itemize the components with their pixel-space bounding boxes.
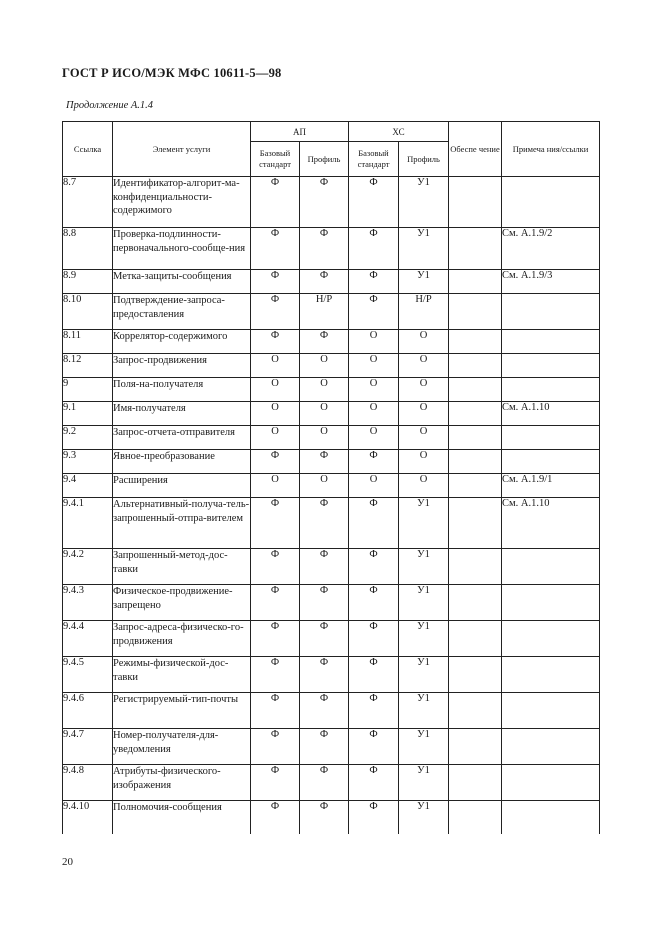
cell-ap-base: Ф (251, 270, 300, 294)
header-xs-profile: Профиль (399, 142, 449, 177)
cell-ap-base: Ф (251, 450, 300, 474)
table-row (63, 354, 600, 378)
table-row (63, 657, 600, 693)
cell-xs-profile: У1 (399, 765, 449, 801)
cell-note (502, 657, 600, 693)
cell-ap-profile: Ф (300, 498, 349, 549)
cell-element: Проверка-подлинности-первоначального-сообще-ния (113, 228, 251, 270)
cell-support (449, 693, 502, 729)
cell-ap-base: Ф (251, 657, 300, 693)
cell-ref: 9.4.1 (63, 498, 113, 549)
cell-ref: 8.10 (63, 294, 113, 330)
cell-xs-base: О (349, 378, 399, 402)
cell-ap-profile: Ф (300, 330, 349, 354)
cell-element: Коррелятор-содержимого (113, 330, 251, 354)
cell-support (449, 585, 502, 621)
cell-element: Альтернативный-получа-тель-запрошенный-отпра-вителем (113, 498, 251, 549)
table-row (63, 549, 600, 585)
cell-xs-profile: У1 (399, 693, 449, 729)
cell-note (502, 549, 600, 585)
cell-note (502, 801, 600, 834)
cell-ap-profile: Ф (300, 177, 349, 228)
cell-ref: 9.2 (63, 426, 113, 450)
cell-ap-profile: О (300, 378, 349, 402)
cell-ref: 9.1 (63, 402, 113, 426)
cell-element: Запрошенный-метод-дос-тавки (113, 549, 251, 585)
cell-xs-profile: О (399, 330, 449, 354)
cell-xs-base: Ф (349, 294, 399, 330)
cell-ap-profile: О (300, 474, 349, 498)
table-row (63, 330, 600, 354)
cell-ref: 9.4.6 (63, 693, 113, 729)
cell-note: См. А.1.9/1 (502, 474, 600, 498)
cell-xs-profile: У1 (399, 621, 449, 657)
cell-note (502, 621, 600, 657)
cell-support (449, 474, 502, 498)
cell-xs-profile: У1 (399, 270, 449, 294)
cell-xs-profile: О (399, 354, 449, 378)
cell-element: Явное-преобразование (113, 450, 251, 474)
cell-support (449, 426, 502, 450)
cell-ap-base: О (251, 402, 300, 426)
cell-support (449, 621, 502, 657)
cell-element: Запрос-отчета-отправителя (113, 426, 251, 450)
table-row (63, 177, 600, 228)
header-ap-profile: Профиль (300, 142, 349, 177)
cell-xs-profile: У1 (399, 549, 449, 585)
cell-note (502, 729, 600, 765)
cell-element: Метка-защиты-сообщения (113, 270, 251, 294)
cell-ref: 9.4.4 (63, 621, 113, 657)
table-row (63, 765, 600, 801)
cell-ap-base: Ф (251, 693, 300, 729)
cell-ref: 9.4.5 (63, 657, 113, 693)
cell-ap-base: Ф (251, 498, 300, 549)
cell-xs-base: Ф (349, 657, 399, 693)
cell-note: См. А.1.9/2 (502, 228, 600, 270)
cell-xs-profile: У1 (399, 801, 449, 834)
cell-xs-base: Ф (349, 585, 399, 621)
cell-ref: 8.11 (63, 330, 113, 354)
cell-ref: 9 (63, 378, 113, 402)
cell-support (449, 801, 502, 834)
cell-note (502, 354, 600, 378)
cell-element: Регистрируемый-тип-почты (113, 693, 251, 729)
header-element: Элемент услуги (113, 122, 251, 177)
header-ap-base-standard: Базовый стандарт (251, 142, 300, 177)
cell-xs-base: Ф (349, 270, 399, 294)
cell-ap-base: О (251, 474, 300, 498)
cell-xs-profile: О (399, 378, 449, 402)
cell-xs-profile: У1 (399, 228, 449, 270)
cell-ref: 9.4.8 (63, 765, 113, 801)
header-ap: АП (251, 122, 349, 142)
cell-note (502, 294, 600, 330)
cell-xs-profile: О (399, 474, 449, 498)
service-elements-table (62, 121, 600, 834)
table-row (63, 585, 600, 621)
cell-note: См. А.1.9/3 (502, 270, 600, 294)
cell-xs-base: О (349, 402, 399, 426)
table-row (63, 294, 600, 330)
table-row (63, 378, 600, 402)
cell-xs-profile: О (399, 402, 449, 426)
cell-xs-profile: О (399, 450, 449, 474)
cell-xs-profile: У1 (399, 657, 449, 693)
cell-ap-profile: Ф (300, 693, 349, 729)
cell-support (449, 294, 502, 330)
table-row (63, 426, 600, 450)
cell-element: Атрибуты-физического-изображения (113, 765, 251, 801)
cell-ap-base: О (251, 354, 300, 378)
table-row (63, 693, 600, 729)
cell-ap-base: Ф (251, 585, 300, 621)
cell-ref: 9.4.3 (63, 585, 113, 621)
cell-ref: 8.8 (63, 228, 113, 270)
cell-xs-base: О (349, 474, 399, 498)
cell-ap-profile: Ф (300, 549, 349, 585)
cell-xs-profile: У1 (399, 177, 449, 228)
cell-support (449, 354, 502, 378)
cell-ap-profile: Ф (300, 801, 349, 834)
header-xs: ХС (349, 122, 449, 142)
cell-ref: 8.12 (63, 354, 113, 378)
cell-ap-base: Ф (251, 228, 300, 270)
cell-ref: 9.4.10 (63, 801, 113, 834)
cell-ap-profile: О (300, 354, 349, 378)
header-notes: Примеча ния/ссылки (502, 122, 600, 177)
cell-xs-base: О (349, 426, 399, 450)
cell-xs-profile: У1 (399, 729, 449, 765)
cell-xs-base: Ф (349, 693, 399, 729)
cell-ap-base: Ф (251, 621, 300, 657)
cell-ref: 8.9 (63, 270, 113, 294)
cell-support (449, 330, 502, 354)
cell-ref: 9.4 (63, 474, 113, 498)
cell-ap-base: Ф (251, 801, 300, 834)
page-number: 20 (62, 856, 73, 868)
cell-support (449, 402, 502, 426)
cell-xs-base: Ф (349, 228, 399, 270)
cell-xs-base: Ф (349, 498, 399, 549)
cell-element: Поля-на-получателя (113, 378, 251, 402)
cell-xs-base: Ф (349, 549, 399, 585)
table-row (63, 729, 600, 765)
cell-xs-base: О (349, 354, 399, 378)
cell-xs-base: Ф (349, 621, 399, 657)
cell-element: Физическое-продвижение-запрещено (113, 585, 251, 621)
table-row (63, 621, 600, 657)
cell-ref: 9.3 (63, 450, 113, 474)
cell-ap-base: О (251, 378, 300, 402)
cell-ap-profile: Ф (300, 228, 349, 270)
table-row (63, 474, 600, 498)
table-row (63, 228, 600, 270)
cell-ap-profile: Ф (300, 657, 349, 693)
cell-ap-profile: Ф (300, 621, 349, 657)
cell-element: Расширения (113, 474, 251, 498)
cell-element: Подтверждение-запроса-предоставления (113, 294, 251, 330)
cell-note (502, 378, 600, 402)
cell-note (502, 450, 600, 474)
cell-ap-base: Ф (251, 294, 300, 330)
cell-note (502, 330, 600, 354)
cell-note: См. А.1.10 (502, 402, 600, 426)
cell-support (449, 450, 502, 474)
table-row (63, 270, 600, 294)
cell-element: Имя-получателя (113, 402, 251, 426)
cell-ref: 9.4.7 (63, 729, 113, 765)
cell-xs-profile: О (399, 426, 449, 450)
cell-note (502, 177, 600, 228)
cell-ap-profile: О (300, 426, 349, 450)
cell-element: Запрос-адреса-физическо-го-продвижения (113, 621, 251, 657)
cell-support (449, 549, 502, 585)
cell-xs-base: Ф (349, 801, 399, 834)
cell-support (449, 378, 502, 402)
cell-element: Запрос-продвижения (113, 354, 251, 378)
cell-xs-base: Ф (349, 177, 399, 228)
cell-support (449, 228, 502, 270)
cell-ap-base: О (251, 426, 300, 450)
cell-ref: 8.7 (63, 177, 113, 228)
table-row (63, 498, 600, 549)
cell-note (502, 693, 600, 729)
cell-ap-base: Ф (251, 549, 300, 585)
cell-ap-profile: Н/Р (300, 294, 349, 330)
cell-ap-base: Ф (251, 729, 300, 765)
document-title: ГОСТ Р ИСО/МЭК МФС 10611-5—98 (62, 66, 282, 80)
cell-support (449, 729, 502, 765)
cell-xs-profile: У1 (399, 585, 449, 621)
cell-xs-base: Ф (349, 729, 399, 765)
cell-note (502, 585, 600, 621)
cell-element: Номер-получателя-для-уведомления (113, 729, 251, 765)
cell-note (502, 765, 600, 801)
cell-support (449, 657, 502, 693)
cell-support (449, 765, 502, 801)
cell-ref: 9.4.2 (63, 549, 113, 585)
table-row (63, 801, 600, 834)
cell-element: Идентификатор-алгорит-ма-конфиденциальности-содержимого (113, 177, 251, 228)
cell-ap-profile: О (300, 402, 349, 426)
cell-ap-profile: Ф (300, 765, 349, 801)
cell-xs-base: Ф (349, 450, 399, 474)
header-support: Обеспе чение (449, 122, 502, 177)
cell-support (449, 498, 502, 549)
header-xs-base-standard: Базовый стандарт (349, 142, 399, 177)
cell-support (449, 270, 502, 294)
cell-ap-profile: Ф (300, 270, 349, 294)
cell-support (449, 177, 502, 228)
cell-note (502, 426, 600, 450)
table-row (63, 450, 600, 474)
cell-element: Полномочия-сообщения (113, 801, 251, 834)
cell-ap-profile: Ф (300, 729, 349, 765)
cell-ap-base: Ф (251, 765, 300, 801)
table-row (63, 402, 600, 426)
cell-xs-profile: Н/Р (399, 294, 449, 330)
header-ref: Ссылка (63, 122, 113, 177)
cell-note: См. А.1.10 (502, 498, 600, 549)
cell-xs-base: Ф (349, 765, 399, 801)
cell-xs-profile: У1 (399, 498, 449, 549)
cell-ap-profile: Ф (300, 450, 349, 474)
cell-ap-base: Ф (251, 177, 300, 228)
cell-ap-base: Ф (251, 330, 300, 354)
table-continuation-label: Продолжение А.1.4 (66, 100, 154, 111)
cell-xs-base: О (349, 330, 399, 354)
cell-ap-profile: Ф (300, 585, 349, 621)
cell-element: Режимы-физической-дос-тавки (113, 657, 251, 693)
